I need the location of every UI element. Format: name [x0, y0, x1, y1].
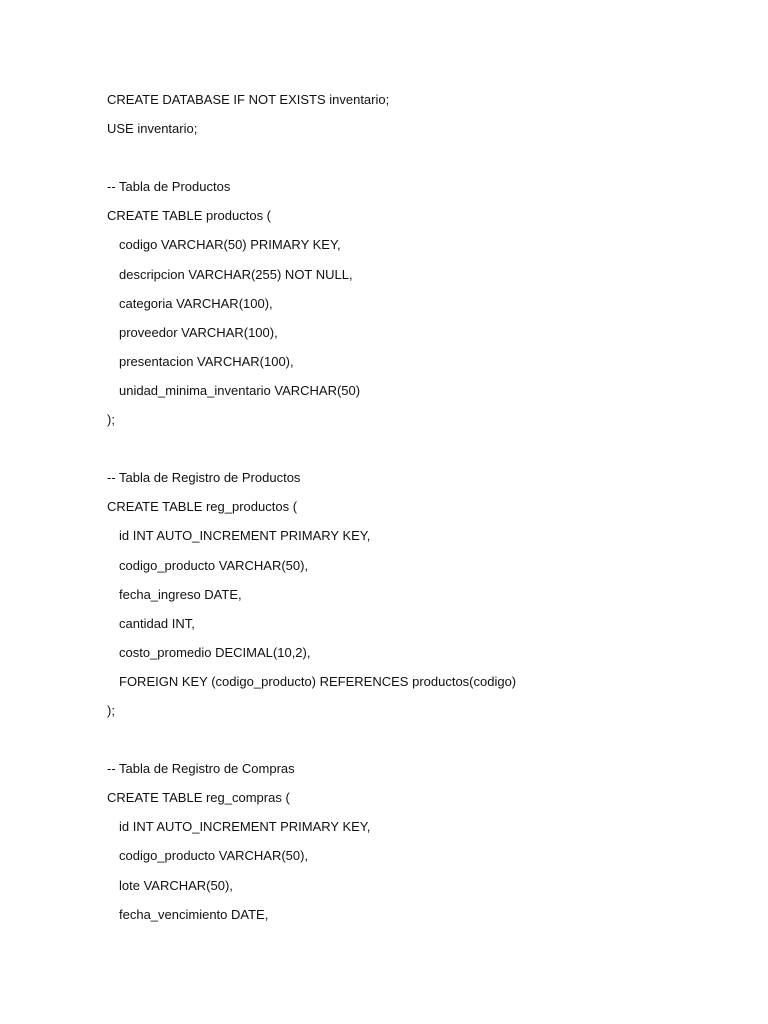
blank-line	[107, 728, 747, 757]
code-line: id INT AUTO_INCREMENT PRIMARY KEY,	[119, 819, 371, 835]
blank-line	[107, 437, 747, 466]
sql-code-block	[107, 88, 747, 932]
code-line: CREATE DATABASE IF NOT EXISTS inventario;	[107, 92, 390, 107]
code-line: codigo_producto VARCHAR(50),	[119, 557, 309, 573]
code-line: FOREIGN KEY (codigo_producto) REFERENCES productos(codigo)	[119, 673, 517, 689]
code-line: );	[107, 412, 115, 428]
blank-line	[107, 146, 747, 175]
code-line: descripcion VARCHAR(255) NOT NULL,	[119, 266, 353, 282]
code-line: lote VARCHAR(50),	[119, 877, 233, 893]
code-line: fecha_vencimiento DATE,	[119, 906, 269, 922]
code-line: costo_promedio DECIMAL(10,2),	[119, 644, 311, 660]
code-line: proveedor VARCHAR(100),	[119, 324, 278, 340]
code-line: unidad_minima_inventario VARCHAR(50)	[119, 382, 361, 398]
code-line: -- Tabla de Productos	[107, 179, 231, 195]
code-line: fecha_ingreso DATE,	[119, 586, 242, 602]
code-line: );	[107, 702, 115, 718]
code-line: -- Tabla de Registro de Compras	[107, 761, 295, 777]
code-line: CREATE TABLE reg_compras (	[107, 790, 290, 806]
code-line: -- Tabla de Registro de Productos	[107, 470, 301, 486]
code-line: CREATE TABLE productos (	[107, 208, 272, 224]
code-line: categoria VARCHAR(100),	[119, 295, 273, 311]
code-line: codigo VARCHAR(50) PRIMARY KEY,	[119, 237, 341, 253]
code-line: presentacion VARCHAR(100),	[119, 353, 294, 369]
code-line: codigo_producto VARCHAR(50),	[119, 848, 309, 864]
code-line: USE inventario;	[107, 121, 198, 137]
code-line: id INT AUTO_INCREMENT PRIMARY KEY,	[119, 528, 371, 544]
code-line: CREATE TABLE reg_productos (	[107, 499, 298, 515]
code-line: cantidad INT,	[119, 615, 195, 631]
